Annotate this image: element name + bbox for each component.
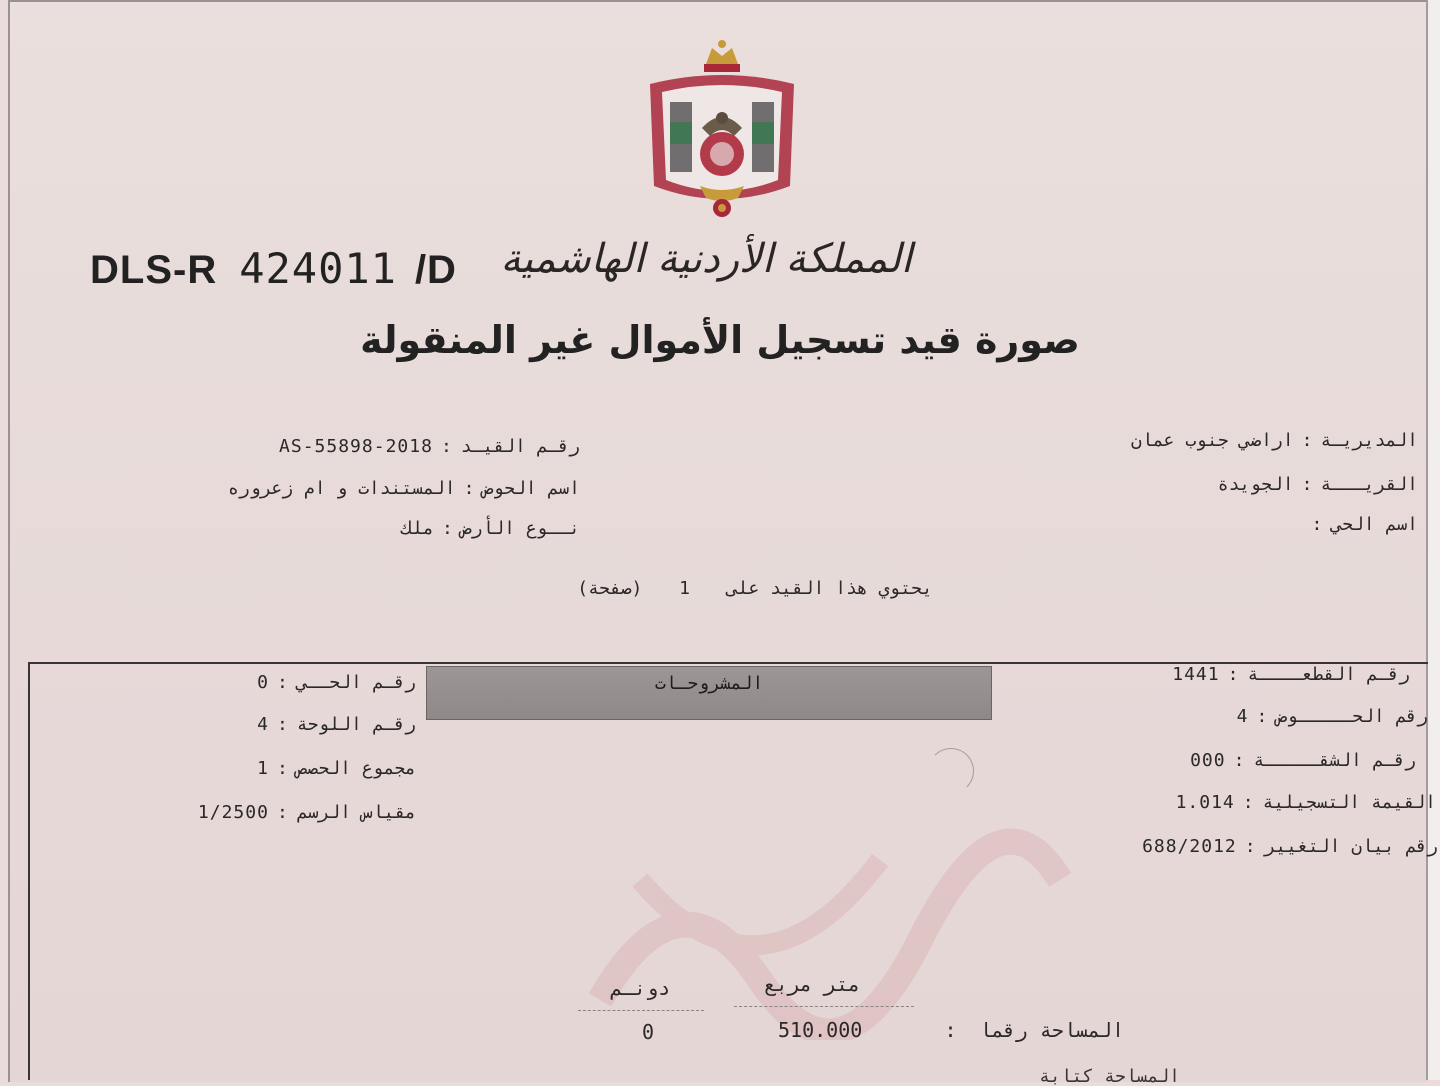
pages-count: 1 bbox=[679, 578, 690, 599]
plot-number-value: 1441 bbox=[1172, 664, 1220, 685]
scale-value: 1/2500 bbox=[197, 802, 269, 823]
document-reference bbox=[90, 244, 457, 293]
shares-total-value: 1 bbox=[257, 758, 269, 779]
apartment-number-value: 000 bbox=[1190, 750, 1226, 771]
change-number-label: رقم بيان التغيير bbox=[1264, 836, 1438, 857]
notes-header: المشروحـات bbox=[426, 666, 992, 720]
change-number-field: رقم بيان التغيير:688/2012 bbox=[1142, 836, 1438, 857]
dunum-header-rule bbox=[578, 1010, 704, 1011]
basin-number-field: رقم الحـــــوض:4 bbox=[1236, 706, 1428, 727]
area-sqm-value: 510.000 bbox=[778, 1018, 863, 1042]
plot-number-field: رقـم القطعــــة:1441 bbox=[1172, 664, 1410, 685]
sqm-column-header: متر مربع bbox=[764, 972, 861, 996]
record-number-label: رقـم القيـد bbox=[460, 436, 580, 457]
dunum-column-header: دونـم bbox=[610, 976, 671, 1000]
ref-suffix: /D bbox=[414, 248, 457, 292]
change-number-value: 688/2012 bbox=[1142, 836, 1237, 857]
directorate-value: اراضي جنوب عمان bbox=[1131, 430, 1294, 451]
registered-value-value: 1.014 bbox=[1175, 792, 1235, 813]
pages-suffix: (صفحة) bbox=[577, 578, 643, 599]
registered-value-field: القيمة التسجيلية:1.014 bbox=[1175, 792, 1436, 813]
apartment-number-label: رقـم الشقـــــة bbox=[1253, 750, 1416, 771]
directorate-label: المديريـة bbox=[1320, 430, 1418, 451]
neighborhood-label: اسم الحي bbox=[1331, 514, 1418, 535]
registered-value-label: القيمة التسجيلية bbox=[1262, 792, 1436, 813]
sheet-number-field: رقـم اللوحة:4 bbox=[257, 714, 416, 735]
village-value: الجويدة bbox=[1217, 474, 1294, 495]
basin-name-field: اسم الحوض:المستندات و ام زعروره bbox=[228, 478, 580, 499]
kingdom-name: المملكة الأردنية الهاشمية bbox=[500, 236, 912, 282]
watermark-icon bbox=[560, 820, 1080, 1040]
plot-number-label: رقـم القطعــــة bbox=[1247, 664, 1410, 685]
basin-name-label: اسم الحوض bbox=[482, 478, 580, 499]
scale-label: مقياس الرسم bbox=[296, 802, 416, 823]
area-dunum-value: 0 bbox=[642, 1020, 655, 1044]
neighborhood-field: اسم الحي: bbox=[1311, 514, 1418, 535]
sqm-header-rule bbox=[734, 1006, 914, 1007]
page-edge bbox=[1426, 0, 1440, 1080]
parcel-box-left-border bbox=[28, 662, 30, 1080]
land-type-field: نــوع الأرض:ملك bbox=[401, 518, 580, 539]
village-label: القريـــة bbox=[1320, 474, 1418, 495]
sheet-number-label: رقـم اللوحة bbox=[296, 714, 416, 735]
district-number-label: رقـم الحــي bbox=[296, 672, 416, 693]
basin-number-label: رقم الحـــــوض bbox=[1276, 706, 1428, 727]
area-numeric-label: المساحة رقما bbox=[979, 1018, 1124, 1042]
basin-number-value: 4 bbox=[1236, 706, 1249, 727]
record-number-value: 2018-AS-55898 bbox=[279, 436, 433, 457]
directorate-field: المديريـة:اراضي جنوب عمان bbox=[1131, 430, 1418, 451]
basin-name-value: المستندات و ام زعروره bbox=[228, 478, 456, 499]
pages-prefix: يحتوي هذا القيد على bbox=[726, 578, 933, 599]
jordan-coat-of-arms-icon bbox=[640, 36, 804, 226]
record-number-field: رقـم القيـد:2018-AS-55898 bbox=[279, 436, 580, 457]
area-numeric-field: المساحة رقما: bbox=[944, 1018, 1124, 1042]
area-written-label: المساحة كتابة bbox=[1039, 1066, 1180, 1086]
shares-total-field: مجموع الحصص:1 bbox=[257, 758, 416, 779]
sheet-number-value: 4 bbox=[257, 714, 269, 735]
ref-number: 424011 bbox=[239, 244, 397, 293]
scale-field: مقياس الرسم:1/2500 bbox=[197, 802, 416, 823]
document-title: صورة قيد تسجيل الأموال غير المنقولة bbox=[360, 318, 1080, 362]
apartment-number-field: رقـم الشقـــــة:000 bbox=[1190, 750, 1416, 771]
ref-prefix: DLS-R bbox=[90, 248, 218, 292]
shares-total-label: مجموع الحصص bbox=[296, 758, 416, 779]
pages-count-line bbox=[540, 578, 970, 599]
land-type-label: نــوع الأرض bbox=[460, 518, 580, 539]
area-written-line-partial bbox=[580, 1066, 1180, 1086]
land-type-value: ملك bbox=[401, 518, 434, 539]
district-number-field: رقـم الحــي:0 bbox=[257, 672, 416, 693]
village-field: القريـــة:الجويدة bbox=[1217, 474, 1418, 495]
stamp-mark bbox=[928, 748, 974, 794]
district-number-value: 0 bbox=[257, 672, 269, 693]
